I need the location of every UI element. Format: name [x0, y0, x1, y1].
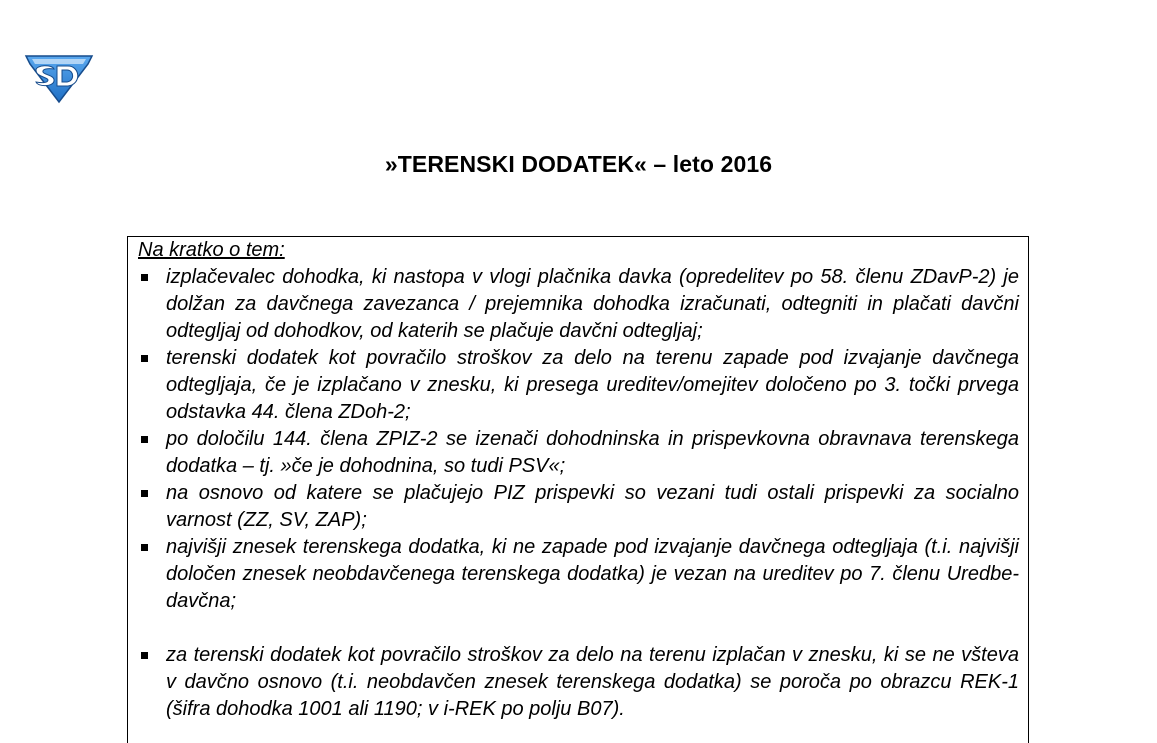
- bullet-icon: [141, 490, 148, 497]
- list-item: [138, 642, 1019, 723]
- bullet-icon: [141, 436, 148, 443]
- list-item-text: izplačevalec dohodka, ki nastopa v vlogi plačnika davka (opredelitev po 58. členu ZDavP-2) je dolžan za davčnega zavezanca / prejemnika dohodka izračunati, odtegniti in plačati davčni odtegljaj od dohodkov, od katerih se plačuje davčni odtegljaj;: [166, 266, 1019, 342]
- bullet-icon: [141, 355, 148, 362]
- summary-list: [138, 264, 1019, 723]
- list-item-text: po določilu 144. člena ZPIZ-2 se izenači dohodninska in prispevkovna obravnava terenskega dodatka – tj. »če je dohodnina, so tudi PSV«;: [166, 428, 1019, 477]
- list-item: [138, 426, 1019, 480]
- bullet-icon: [141, 274, 148, 281]
- list-item: [138, 480, 1019, 534]
- list-item: [138, 264, 1019, 345]
- list-item: [138, 534, 1019, 615]
- list-item: [138, 345, 1019, 426]
- list-item-text: za terenski dodatek kot povračilo stroškov za delo na terenu izplačan v znesku, ki se ne všteva v davčno osnovo (t.i. neobdavčen znesek terenskega dodatka) se poroča po obrazcu REK-1 (šifra dohodka 1001 ali 1190; v i-REK po polju B07).: [166, 644, 1019, 720]
- document-title: »TERENSKI DODATEK« – leto 2016: [384, 151, 773, 177]
- bullet-icon: [141, 544, 148, 551]
- company-logo-icon: [22, 50, 96, 104]
- summary-heading: Na kratko o tem:: [138, 239, 285, 261]
- list-item-text: na osnovo od katere se plačujejo PIZ prispevki so vezani tudi ostali prispevki za socialno varnost (ZZ, SV, ZAP);: [166, 482, 1019, 531]
- list-item-text: terenski dodatek kot povračilo stroškov za delo na terenu zapade pod izvajanje davčnega odtegljaja, če je izplačano v znesku, ki presega ureditev/omejitev določeno po 3. točki prvega odstavka 44. člena ZDoh-2;: [166, 347, 1019, 423]
- list-item-text: najvišji znesek terenskega dodatka, ki ne zapade pod izvajanje davčnega odtegljaja (t.i. najvišji določen znesek neobdavčenega terenskega dodatka) je vezan na ureditev po 7. členu Uredbe-davčna;: [166, 536, 1019, 612]
- bullet-icon: [141, 652, 148, 659]
- summary-box: [127, 236, 1029, 743]
